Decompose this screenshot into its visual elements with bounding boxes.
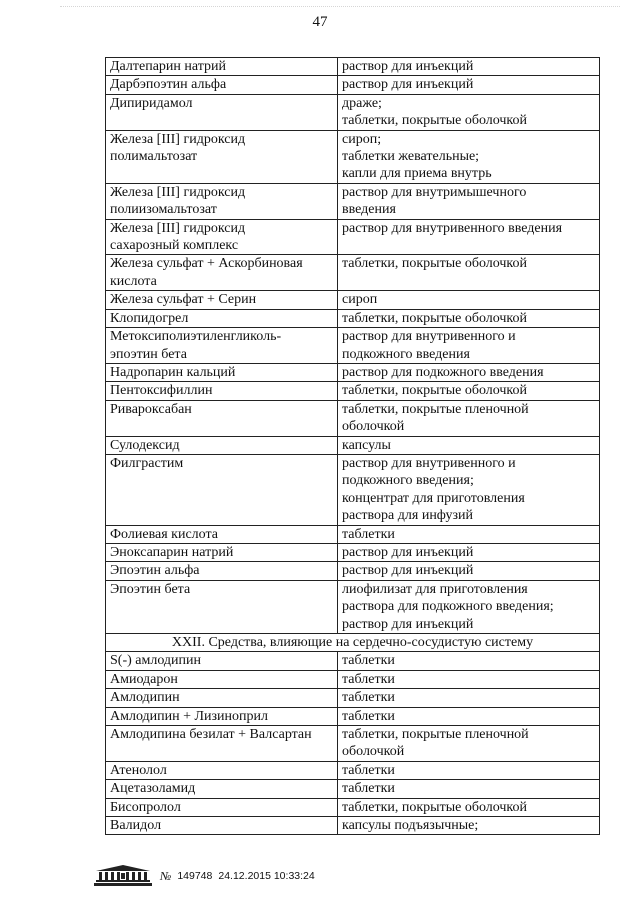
drug-name-cell: Валидол bbox=[106, 817, 338, 835]
table-row bbox=[106, 543, 600, 561]
dosage-form-cell: таблетки, покрытые оболочкой bbox=[338, 798, 600, 816]
dosage-form-cell: сироп bbox=[338, 291, 600, 309]
table-row bbox=[106, 328, 600, 364]
dosage-form-cell: таблетки, покрытые оболочкой bbox=[338, 309, 600, 327]
dosage-form-cell: раствор для внутримышечного введения bbox=[338, 183, 600, 219]
drug-name-cell: Атенолол bbox=[106, 761, 338, 779]
drug-name-cell: Филграстим bbox=[106, 454, 338, 525]
table-row bbox=[106, 761, 600, 779]
table-row bbox=[106, 309, 600, 327]
table-row bbox=[106, 382, 600, 400]
table-row bbox=[106, 454, 600, 525]
dosage-form-cell: раствор для инъекций bbox=[338, 562, 600, 580]
dosage-form-cell: таблетки bbox=[338, 761, 600, 779]
drug-name-cell: Эноксапарин натрий bbox=[106, 543, 338, 561]
page-number: 47 bbox=[312, 14, 328, 30]
table-row bbox=[106, 689, 600, 707]
drug-name-cell: Бисопролол bbox=[106, 798, 338, 816]
table-row bbox=[106, 780, 600, 798]
drug-name-cell: Ацетазоламид bbox=[106, 780, 338, 798]
drug-name-cell: Дарбэпоэтин альфа bbox=[106, 76, 338, 94]
dosage-form-cell: капсулы bbox=[338, 436, 600, 454]
drug-table-body bbox=[106, 58, 600, 835]
dosage-form-cell: сироп; таблетки жевательные; капли для приема внутрь bbox=[338, 130, 600, 183]
table-row bbox=[106, 94, 600, 130]
drug-name-cell: Железа сульфат + Аскорбиновая кислота bbox=[106, 255, 338, 291]
table-row bbox=[106, 817, 600, 835]
table-row bbox=[106, 255, 600, 291]
drug-table bbox=[105, 57, 600, 835]
table-row bbox=[106, 562, 600, 580]
dosage-form-cell: лиофилизат для приготовления раствора для подкожного введения; раствор для инъекций bbox=[338, 580, 600, 633]
dosage-form-cell: таблетки, покрытые пленочной оболочкой bbox=[338, 726, 600, 762]
dosage-form-cell: таблетки bbox=[338, 525, 600, 543]
table-row bbox=[106, 219, 600, 255]
section-header-row bbox=[106, 634, 600, 652]
dosage-form-cell: таблетки bbox=[338, 780, 600, 798]
footer-datetime: 24.12.2015 10:33:24 bbox=[218, 870, 315, 882]
footer-doc-number: 149748 bbox=[177, 870, 213, 882]
table-row bbox=[106, 436, 600, 454]
dosage-form-cell: раствор для инъекций bbox=[338, 58, 600, 76]
drug-name-cell: Железа [III] гидроксид полимальтозат bbox=[106, 130, 338, 183]
drug-name-cell: Амлодипин + Лизиноприл bbox=[106, 707, 338, 725]
drug-name-cell: Амлодипин bbox=[106, 689, 338, 707]
dosage-form-cell: таблетки bbox=[338, 652, 600, 670]
drug-name-cell: Железа [III] гидроксид полиизомальтозат bbox=[106, 183, 338, 219]
handwritten-number-sign-icon: № bbox=[160, 868, 172, 883]
table-row bbox=[106, 798, 600, 816]
dosage-form-cell: таблетки bbox=[338, 689, 600, 707]
table-row bbox=[106, 130, 600, 183]
drug-name-cell: Эпоэтин альфа bbox=[106, 562, 338, 580]
table-row bbox=[106, 726, 600, 762]
drug-name-cell: Эпоэтин бета bbox=[106, 580, 338, 633]
scan-artifact-line bbox=[60, 6, 620, 11]
table-row bbox=[106, 400, 600, 436]
drug-name-cell: Железа сульфат + Серин bbox=[106, 291, 338, 309]
dosage-form-cell: таблетки bbox=[338, 707, 600, 725]
dosage-form-cell: раствор для внутривенного и подкожного введения bbox=[338, 328, 600, 364]
drug-name-cell: Фолиевая кислота bbox=[106, 525, 338, 543]
drug-name-cell: Ривароксабан bbox=[106, 400, 338, 436]
table-row bbox=[106, 58, 600, 76]
drug-name-cell: Амиодарон bbox=[106, 670, 338, 688]
dosage-form-cell: таблетки, покрытые оболочкой bbox=[338, 382, 600, 400]
drug-name-cell: Дипиридамол bbox=[106, 94, 338, 130]
table-row bbox=[106, 580, 600, 633]
drug-name-cell: Сулодексид bbox=[106, 436, 338, 454]
drug-name-cell: Надропарин кальций bbox=[106, 363, 338, 381]
table-row bbox=[106, 363, 600, 381]
drug-name-cell: Клопидогрел bbox=[106, 309, 338, 327]
dosage-form-cell: капсулы подъязычные; bbox=[338, 817, 600, 835]
table-row bbox=[106, 291, 600, 309]
table-row bbox=[106, 183, 600, 219]
dosage-form-cell: раствор для инъекций bbox=[338, 543, 600, 561]
dosage-form-cell: таблетки, покрытые пленочной оболочкой bbox=[338, 400, 600, 436]
drug-name-cell: Метоксиполиэтиленгликоль- эпоэтин бета bbox=[106, 328, 338, 364]
table-row bbox=[106, 76, 600, 94]
drug-name-cell: Железа [III] гидроксид сахарозный комплекс bbox=[106, 219, 338, 255]
dosage-form-cell: драже; таблетки, покрытые оболочкой bbox=[338, 94, 600, 130]
dosage-form-cell: таблетки bbox=[338, 670, 600, 688]
dosage-form-cell: раствор для внутривенного введения bbox=[338, 219, 600, 255]
dosage-form-cell: таблетки, покрытые оболочкой bbox=[338, 255, 600, 291]
government-building-emblem-icon bbox=[92, 865, 154, 887]
drug-name-cell: S(-) амлодипин bbox=[106, 652, 338, 670]
dosage-form-cell: раствор для инъекций bbox=[338, 76, 600, 94]
dosage-form-cell: раствор для подкожного введения bbox=[338, 363, 600, 381]
footer-stamp bbox=[92, 864, 315, 888]
table-row bbox=[106, 670, 600, 688]
table-row bbox=[106, 652, 600, 670]
drug-name-cell: Амлодипина безилат + Валсартан bbox=[106, 726, 338, 762]
drug-name-cell: Пентоксифиллин bbox=[106, 382, 338, 400]
table-row bbox=[106, 525, 600, 543]
dosage-form-cell: раствор для внутривенного и подкожного введения; концентрат для приготовления раствора для инфузий bbox=[338, 454, 600, 525]
table-row bbox=[106, 707, 600, 725]
drug-name-cell: Далтепарин натрий bbox=[106, 58, 338, 76]
section-title: XXII. Средства, влияющие на сердечно-сосудистую систему bbox=[106, 634, 600, 652]
